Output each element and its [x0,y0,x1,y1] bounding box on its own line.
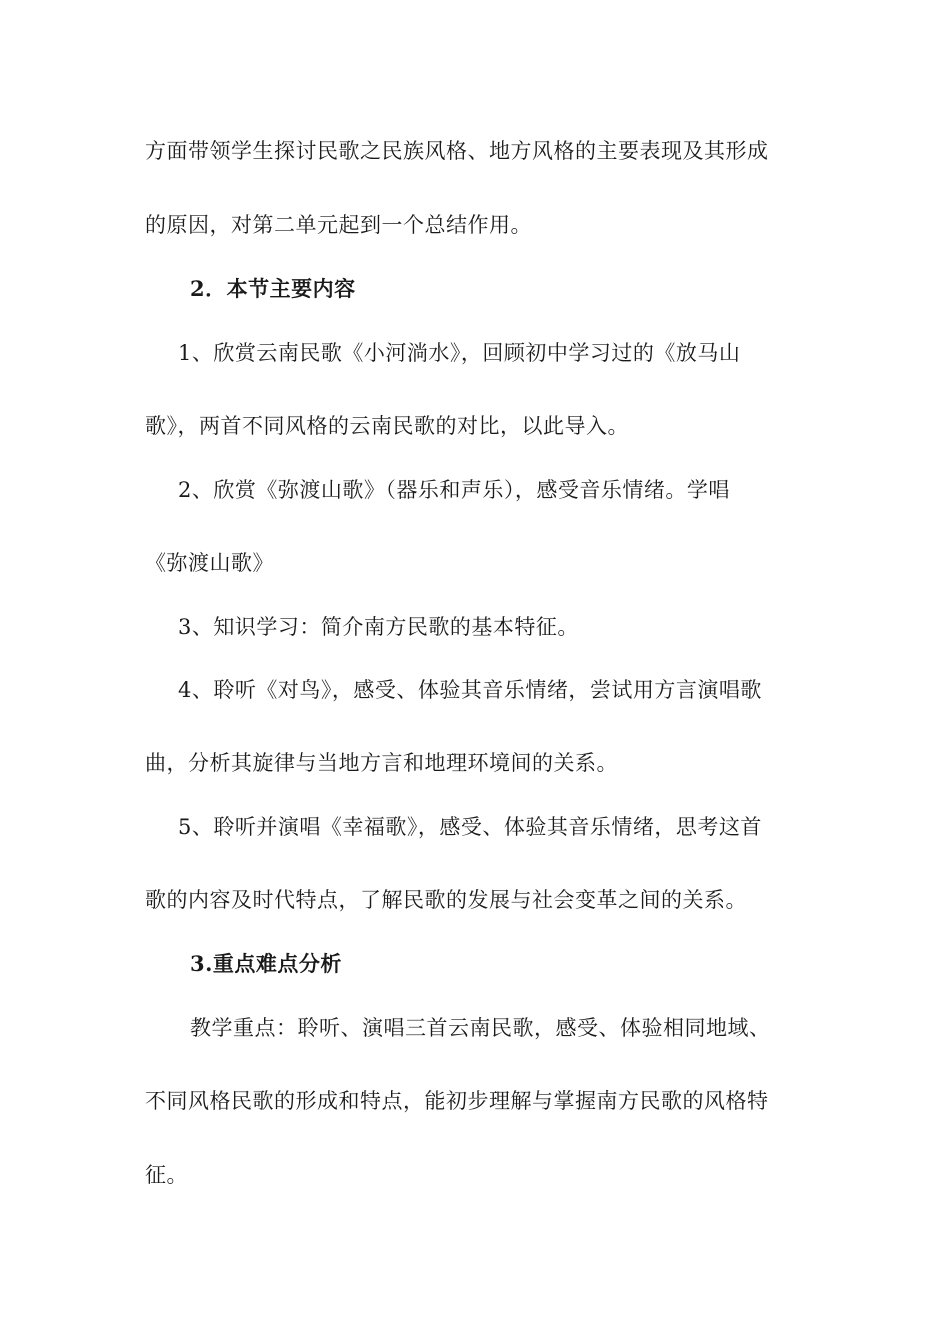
paragraph-line: 征。 [145,1163,188,1187]
list-item-continuation: 《弥渡山歌》 [145,551,274,575]
paragraph-line: 教学重点：聆听、演唱三首云南民歌，感受、体验相同地域、 [190,1016,771,1040]
list-item: 4、聆听《对鸟》，感受、体验其音乐情绪，尝试用方言演唱歌 [178,678,762,702]
paragraph-line: 的原因，对第二单元起到一个总结作用。 [145,213,532,237]
section-heading: 3.重点难点分析 [190,951,342,976]
list-item: 3、知识学习：简介南方民歌的基本特征。 [178,615,579,639]
section-heading: 2．本节主要内容 [190,276,356,301]
list-item-continuation: 曲，分析其旋律与当地方言和地理环境间的关系。 [145,751,618,775]
list-item: 5、聆听并演唱《幸福歌》，感受、体验其音乐情绪，思考这首 [178,815,762,839]
list-item: 1、欣赏云南民歌《小河淌水》，回顾初中学习过的《放马山 [178,341,741,365]
paragraph-line: 不同风格民歌的形成和特点，能初步理解与掌握南方民歌的风格特 [145,1089,769,1113]
paragraph-line: 方面带领学生探讨民歌之民族风格、地方风格的主要表现及其形成 [145,139,769,163]
list-item-continuation: 歌的内容及时代特点，了解民歌的发展与社会变革之间的关系。 [145,888,747,912]
list-item-continuation: 歌》，两首不同风格的云南民歌的对比，以此导入。 [145,414,629,438]
list-item: 2、欣赏《弥渡山歌》（器乐和声乐），感受音乐情绪。学唱 [178,478,730,502]
